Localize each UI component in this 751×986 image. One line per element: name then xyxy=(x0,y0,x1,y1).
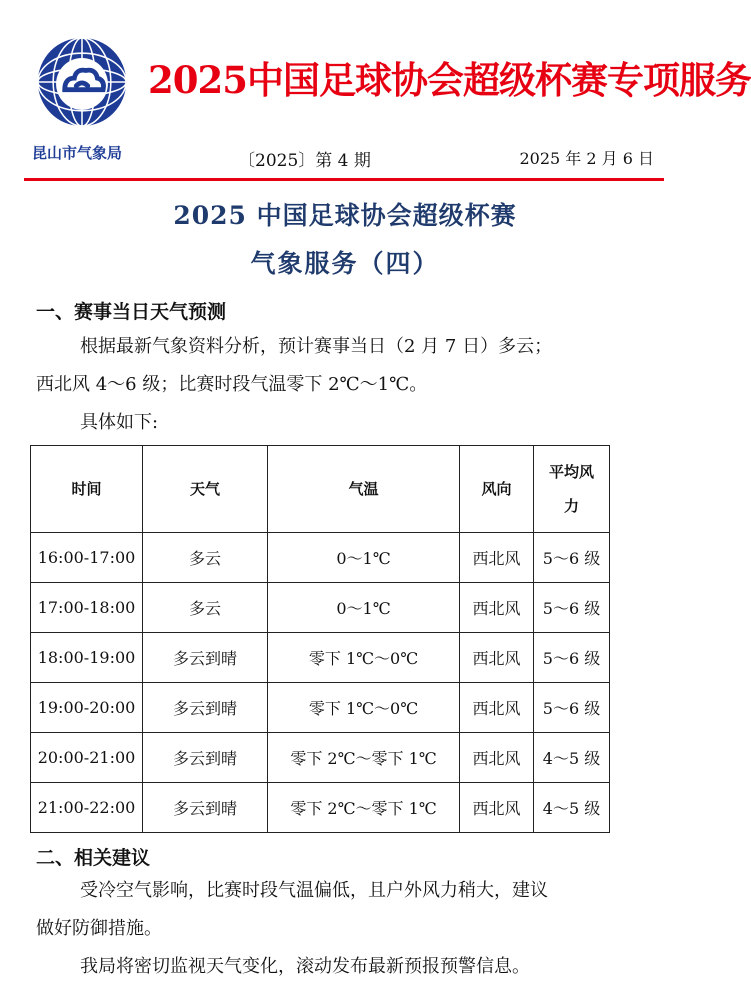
cell-wind-force: 4～5 级 xyxy=(534,733,610,783)
cell-time: 18:00-19:00 xyxy=(31,633,143,683)
cell-wind-force: 5～6 级 xyxy=(534,533,610,583)
cell-time: 17:00-18:00 xyxy=(31,583,143,633)
cell-weather: 多云到晴 xyxy=(143,633,268,683)
bureau-name: 昆山市气象局 xyxy=(32,144,123,162)
weather-table xyxy=(30,445,610,833)
cell-weather: 多云到晴 xyxy=(143,783,268,833)
section1-heading: 一、赛事当日天气预测 xyxy=(36,301,227,323)
header-divider xyxy=(24,178,664,181)
table-row xyxy=(31,633,610,683)
section1-paragraph xyxy=(36,328,656,442)
table-row xyxy=(31,533,610,583)
cell-weather: 多云 xyxy=(143,583,268,633)
para-line: 西北风 4～6 级；比赛时段气温零下 2℃～1℃。 xyxy=(36,374,428,395)
cell-temperature: 0～1℃ xyxy=(268,533,460,583)
cell-wind-force: 4～5 级 xyxy=(534,783,610,833)
cell-weather: 多云到晴 xyxy=(143,683,268,733)
header-weather: 天气 xyxy=(143,446,268,533)
section2-paragraph xyxy=(36,872,656,986)
cell-wind-direction: 西北风 xyxy=(460,633,534,683)
cell-weather: 多云 xyxy=(143,533,268,583)
table-row xyxy=(31,683,610,733)
banner-title: 2025中国足球协会超级杯赛专项服务 xyxy=(148,58,751,102)
cell-weather: 多云到晴 xyxy=(143,733,268,783)
cell-time: 21:00-22:00 xyxy=(31,783,143,833)
table-row xyxy=(31,583,610,633)
header-temperature: 气温 xyxy=(268,446,460,533)
table-row xyxy=(31,783,610,833)
cell-time: 16:00-17:00 xyxy=(31,533,143,583)
cell-wind-force: 5～6 级 xyxy=(534,683,610,733)
para-line: 具体如下: xyxy=(80,412,159,433)
cell-temperature: 零下 2℃～零下 1℃ xyxy=(268,733,460,783)
section2-heading: 二、相关建议 xyxy=(36,847,151,869)
para-line: 根据最新气象资料分析，预计赛事当日（2 月 7 日）多云； xyxy=(80,336,553,357)
cell-temperature: 零下 2℃～零下 1℃ xyxy=(268,783,460,833)
cell-wind-direction: 西北风 xyxy=(460,533,534,583)
header-time: 时间 xyxy=(31,446,143,533)
table-header-row xyxy=(31,446,610,533)
cell-wind-force: 5～6 级 xyxy=(534,583,610,633)
cell-wind-direction: 西北风 xyxy=(460,733,534,783)
header-wind-direction: 风向 xyxy=(460,446,534,533)
para-line: 做好防御措施。 xyxy=(36,918,162,939)
document-subtitle: 气象服务（四） xyxy=(250,249,440,278)
cell-wind-direction: 西北风 xyxy=(460,683,534,733)
para-line: 我局将密切监视天气变化，滚动发布最新预报预警信息。 xyxy=(80,956,530,977)
cell-temperature: 0～1℃ xyxy=(268,583,460,633)
cell-temperature: 零下 1℃～0℃ xyxy=(268,683,460,733)
cell-wind-direction: 西北风 xyxy=(460,583,534,633)
header-wind-force: 平均风力 xyxy=(534,446,610,533)
table-row xyxy=(31,733,610,783)
cell-wind-direction: 西北风 xyxy=(460,783,534,833)
cell-temperature: 零下 1℃～0℃ xyxy=(268,633,460,683)
para-line: 受冷空气影响，比赛时段气温偏低，且户外风力稍大，建议 xyxy=(80,880,548,901)
cell-wind-force: 5～6 级 xyxy=(534,633,610,683)
weather-bureau-logo xyxy=(34,34,130,130)
issue-date: 2025 年 2 月 6 日 xyxy=(519,149,654,168)
document-title: 2025 中国足球协会超级杯赛 xyxy=(173,201,517,230)
cell-time: 20:00-21:00 xyxy=(31,733,143,783)
cell-time: 19:00-20:00 xyxy=(31,683,143,733)
issue-number: 〔2025〕第 4 期 xyxy=(238,151,371,171)
